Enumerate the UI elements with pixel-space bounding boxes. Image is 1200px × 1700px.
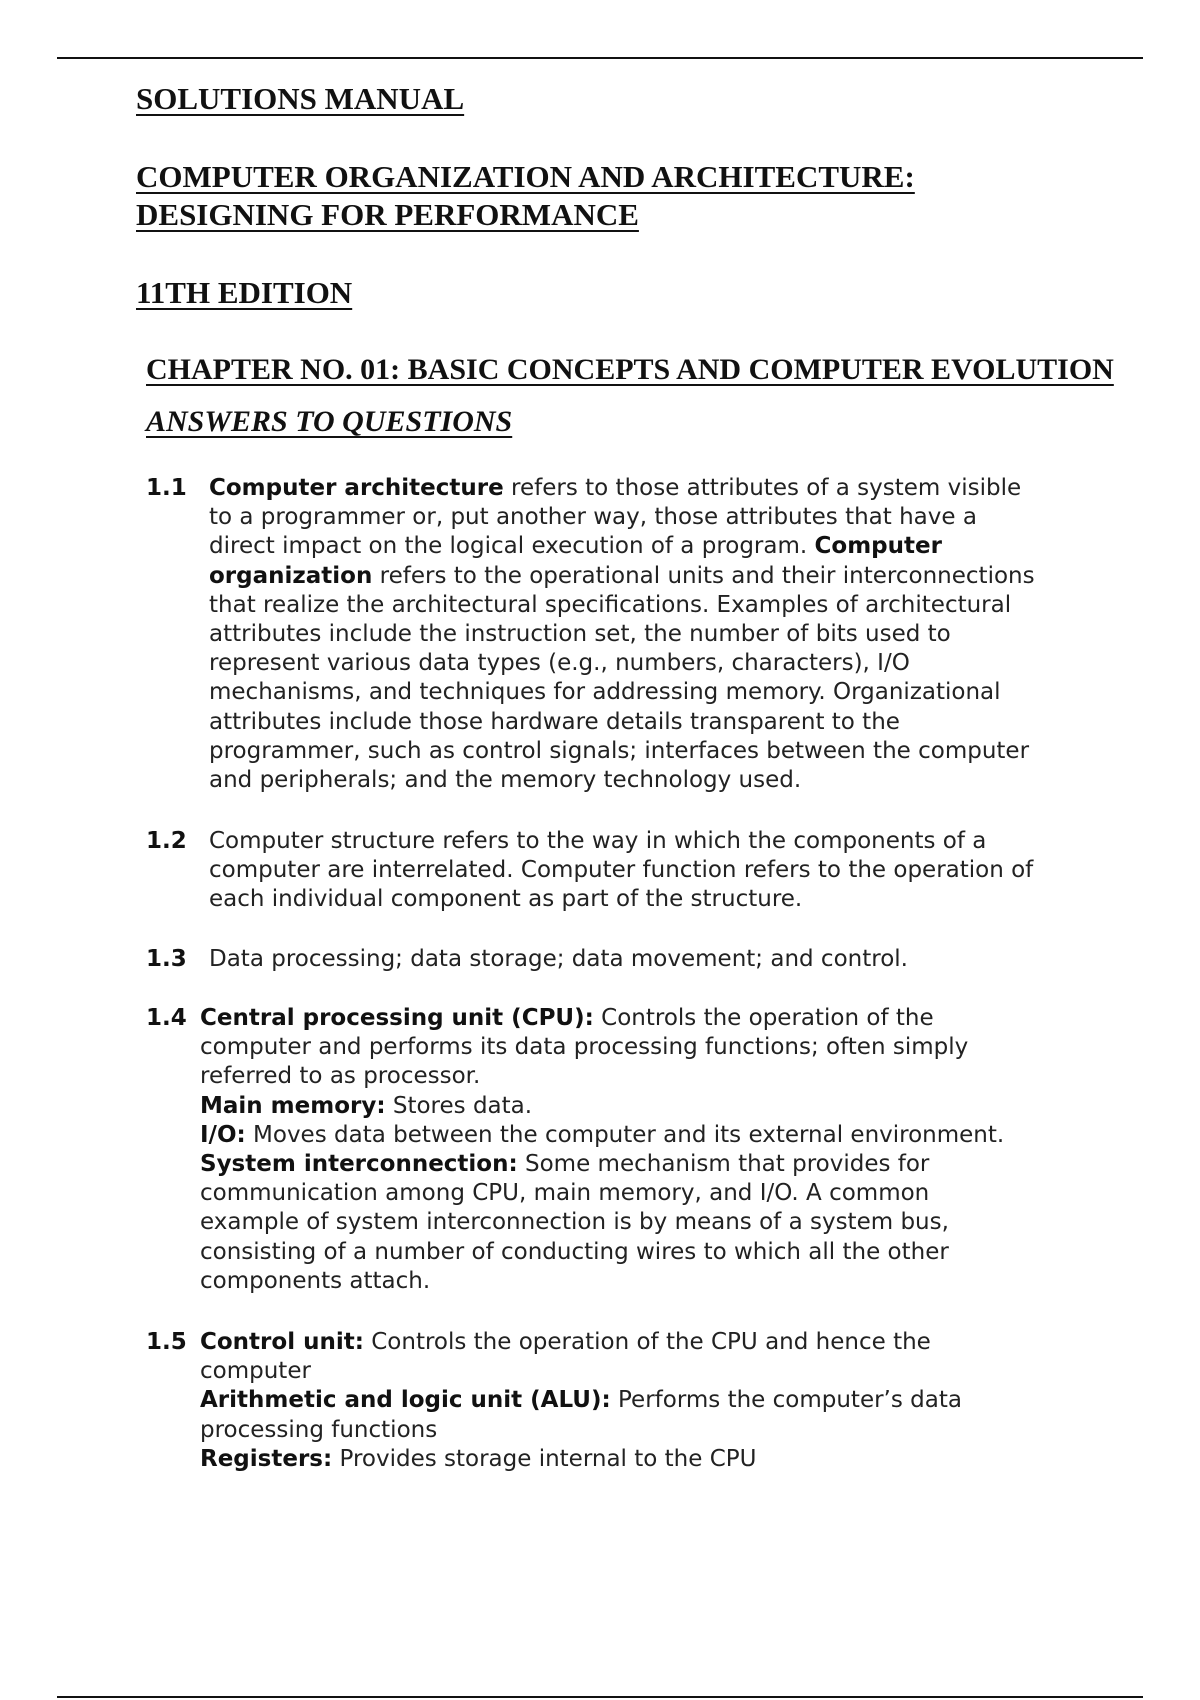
term-computer-architecture: Computer architecture: [209, 475, 504, 501]
term-main-memory: Main memory:: [200, 1092, 386, 1119]
question-number: 1.3: [146, 946, 187, 972]
answer-text: [209, 945, 908, 974]
answer-text-span: Controls the operation of the: [593, 1005, 934, 1031]
answer-text-span: Controls the operation of the CPU and hence the: [363, 1329, 931, 1355]
answer-line: computer: [200, 1358, 311, 1385]
answer-line: to a programmer or, put another way, those attributes that have a: [209, 504, 977, 531]
answer-line: [200, 1386, 962, 1415]
term-computer-organization-part1: Computer: [814, 533, 942, 560]
term-io: I/O:: [200, 1121, 246, 1148]
answer-line: [209, 562, 1035, 591]
answer-line: processing functions: [200, 1416, 438, 1443]
answer-line: [209, 532, 1035, 561]
term-alu: Arithmetic and logic unit (ALU):: [200, 1387, 611, 1414]
answers-to-questions-heading: ANSWERS TO QUESTIONS: [146, 405, 513, 438]
book-title-line-2: DESIGNING FOR PERFORMANCE: [136, 197, 639, 232]
answer-line: mechanisms, and techniques for addressing memory. Organizational: [209, 679, 1001, 706]
answer-text: [200, 1004, 1004, 1296]
term-cpu: Central processing unit (CPU):: [200, 1005, 594, 1031]
answer-line: Data processing; data storage; data movement; and control.: [209, 946, 908, 972]
answer-line: each individual component as part of the structure.: [209, 886, 803, 913]
answer-line: and peripherals; and the memory technology used.: [209, 767, 802, 794]
answer-line: [200, 1150, 1004, 1179]
question-number: 1.1: [146, 475, 187, 501]
answer-text-span: Some mechanism that provides for: [517, 1151, 930, 1178]
answer-line: [209, 474, 1035, 503]
answer-text-span: Provides storage internal to the CPU: [332, 1445, 757, 1472]
answer-line: components attach.: [200, 1267, 431, 1294]
answer-line: communication among CPU, main memory, and I/O. A common: [200, 1180, 930, 1207]
answer-line: example of system interconnection is by means of a system bus,: [200, 1209, 949, 1236]
answer-text-span: Performs the computer’s data: [610, 1387, 962, 1414]
answer-line: [200, 1328, 962, 1357]
term-computer-organization-part2: organization: [209, 562, 373, 589]
answer-text-span: direct impact on the logical execution of a program.: [209, 533, 815, 560]
book-title-line-1: COMPUTER ORGANIZATION AND ARCHITECTURE:: [136, 159, 915, 194]
edition-heading: 11TH EDITION: [136, 275, 353, 310]
answer-line: [200, 1121, 1004, 1150]
answer-line: consisting of a number of conducting wires to which all the other: [200, 1238, 949, 1265]
answer-line: computer and performs its data processing functions; often simply: [200, 1034, 969, 1061]
answer-text: [209, 827, 1033, 915]
answer-line: [200, 1092, 1004, 1121]
answer-line: [200, 1004, 1004, 1033]
term-registers: Registers:: [200, 1445, 333, 1472]
answer-text: [200, 1328, 962, 1474]
question-number: 1.5: [146, 1329, 187, 1355]
term-control-unit: Control unit:: [200, 1329, 364, 1355]
answer-line: that realize the architectural specifications. Examples of architectural: [209, 591, 1012, 618]
answer-text-span: Stores data.: [385, 1092, 533, 1119]
answer-line: attributes include those hardware details transparent to the: [209, 708, 900, 735]
answer-line: computer are interrelated. Computer function refers to the operation of: [209, 857, 1034, 884]
answer-text-span: Moves data between the computer and its external environment.: [245, 1121, 1005, 1148]
answer-line: attributes include the instruction set, the number of bits used to: [209, 621, 951, 648]
answer-line: represent various data types (e.g., numbers, characters), I/O: [209, 650, 910, 677]
answer-line: programmer, such as control signals; interfaces between the computer: [209, 737, 1030, 764]
answer-text-span: refers to the operational units and their interconnections: [372, 562, 1035, 589]
answer-text: [209, 474, 1035, 795]
bottom-rule: [57, 1696, 1143, 1698]
solutions-manual-heading: SOLUTIONS MANUAL: [136, 81, 465, 116]
answer-text-span: refers to those attributes of a system visible: [503, 475, 1022, 501]
answer-line: referred to as processor.: [200, 1063, 481, 1090]
top-rule: [57, 57, 1143, 59]
answer-line: Computer structure refers to the way in which the components of a: [209, 828, 987, 854]
chapter-heading: CHAPTER NO. 01: BASIC CONCEPTS AND COMPUTER EVOLUTION: [146, 353, 1114, 386]
question-number: 1.4: [146, 1005, 187, 1031]
term-system-interconnection: System interconnection:: [200, 1151, 518, 1178]
question-number: 1.2: [146, 828, 187, 854]
answer-line: [200, 1445, 962, 1474]
